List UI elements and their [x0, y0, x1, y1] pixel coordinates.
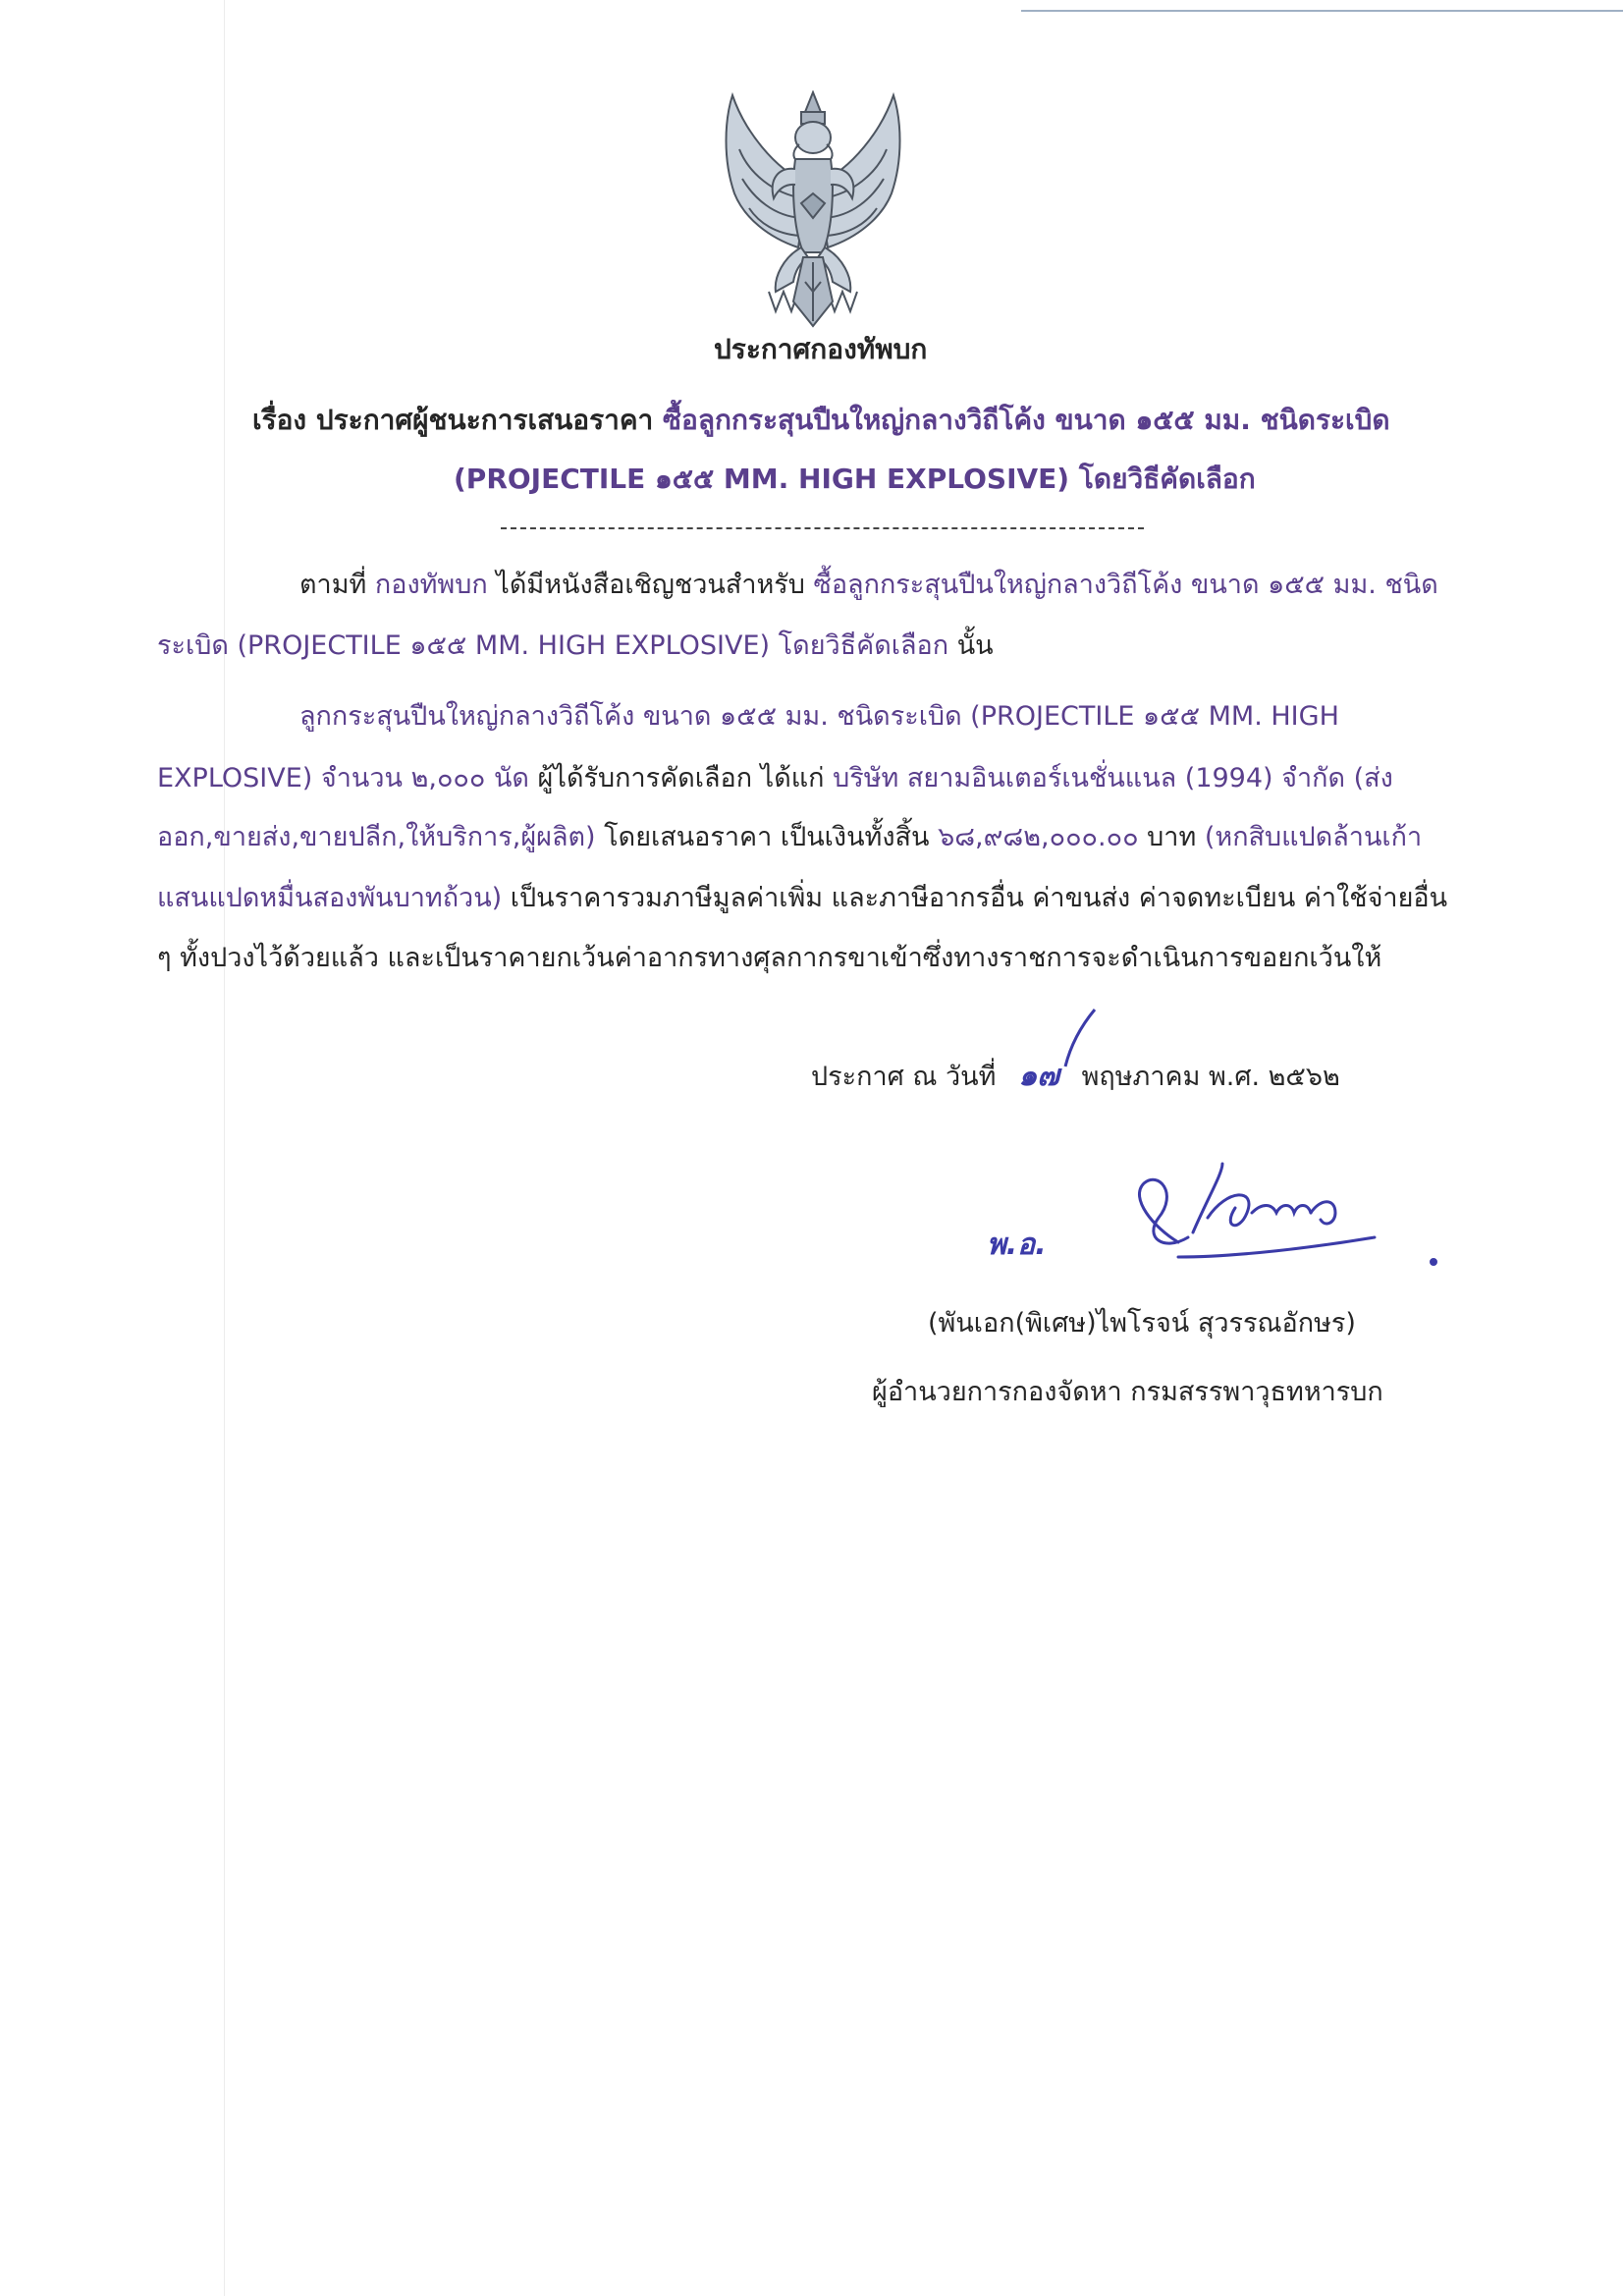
- signatory-position: ผู้อำนวยการกองจัดหา กรมสรรพาวุธทหารบก: [872, 1377, 1383, 1407]
- date-month-year: พฤษภาคม พ.ศ. ๒๕๖๒: [1081, 1062, 1340, 1092]
- text-segment: EXPLOSIVE) จำนวน: [157, 763, 411, 793]
- body-paragraph-1-line-1: [299, 568, 1438, 603]
- text-segment: ๒,๐๐๐ นัด: [410, 763, 538, 793]
- body-paragraph-1-line-2: [157, 629, 994, 664]
- body-paragraph-2-line-1: [299, 699, 1339, 735]
- text-segment: ระเบิด (PROJECTILE ๑๕๕ MM. HIGH EXPLOSIVE) โดยวิธีคัดเลือก: [157, 630, 957, 661]
- text-segment: ตามที่: [299, 570, 375, 600]
- text-segment: ได้มีหนังสือเชิญชวนสำหรับ: [496, 570, 814, 600]
- text-segment: กองทัพบก: [374, 570, 497, 600]
- text-segment: ออก,ขายส่ง,ขายปลีก,ให้บริการ,ผู้ผลิต): [157, 822, 605, 852]
- date-day: ๑๗: [1018, 1059, 1059, 1093]
- body-paragraph-2-line-5: [157, 941, 1381, 976]
- signature-rank-handwritten: พ.อ.: [987, 1228, 1047, 1262]
- text-segment: ๆ ทั้งปวงไว้ด้วยแล้ว และเป็นราคายกเว้นค่าอากรทางศุลกากรขาเข้าซึ่งทางราชการจะดำเนินการขอยกเว้นให้: [157, 943, 1382, 973]
- text-segment: ผู้ได้รับการคัดเลือก ได้แก่: [537, 763, 834, 793]
- text-segment: โดยเสนอราคา เป็นเงินทั้งสิ้น: [604, 822, 939, 852]
- text-segment: เป็นราคารวมภาษีมูลค่าเพิ่ม และภาษีอากรอื่น ค่าขนส่ง ค่าจดทะเบียน ค่าใช้จ่ายอื่น: [510, 883, 1448, 913]
- date-prefix: ประกาศ ณ วันที่: [811, 1062, 997, 1092]
- announcement-org: ประกาศกองทัพบก: [714, 333, 928, 365]
- subject-prefix: เรื่อง ประกาศผู้ชนะการเสนอราคา: [252, 404, 654, 436]
- garuda-emblem: [715, 90, 911, 331]
- signatory-name: (พันเอก(พิเศษ)ไพโรจน์ สุวรรณอักษร): [928, 1308, 1356, 1339]
- text-segment: ซื้อลูกกระสุนปืนใหญ่กลางวิถีโค้ง ขนาด ๑๕๕ มม. ชนิด: [813, 570, 1438, 600]
- text-segment: ลูกกระสุนปืนใหญ่กลางวิถีโค้ง ขนาด ๑๕๕ มม. ชนิดระเบิด (PROJECTILE ๑๕๕ MM. HIGH: [299, 701, 1339, 732]
- subject-item: ซื้อลูกกระสุนปืนใหญ่กลางวิถีโค้ง ขนาด ๑๕๕ มม. ชนิดระเบิด: [663, 404, 1390, 436]
- announcement-subject: [252, 403, 1390, 438]
- scan-edge-line: [1021, 10, 1623, 12]
- body-paragraph-2-line-2: [157, 761, 1393, 796]
- separator-dashes: [501, 527, 1144, 529]
- handwritten-signature-icon: [982, 1159, 1443, 1306]
- scan-page-edge: [224, 0, 225, 2296]
- text-segment: บริษัท สยามอินเตอร์เนชั่นแนล (1994) จำกัด (ส่ง: [833, 763, 1393, 793]
- text-segment: (หกสิบแปดล้านเก้า: [1204, 822, 1423, 852]
- text-segment: แสนแปดหมื่นสองพันบาทถ้วน): [157, 883, 511, 913]
- text-segment: บาท: [1147, 822, 1205, 852]
- text-segment: ๖๘,๙๘๒,๐๐๐.๐๐: [938, 822, 1148, 852]
- body-paragraph-2-line-3: [157, 820, 1422, 855]
- text-segment: นั้น: [956, 630, 994, 661]
- subject-line-2: (PROJECTILE ๑๕๕ MM. HIGH EXPLOSIVE) โดยวิธีคัดเลือก: [454, 463, 1256, 495]
- body-paragraph-2-line-4: [157, 881, 1447, 916]
- date-ink-stroke-icon: [1026, 1008, 1100, 1078]
